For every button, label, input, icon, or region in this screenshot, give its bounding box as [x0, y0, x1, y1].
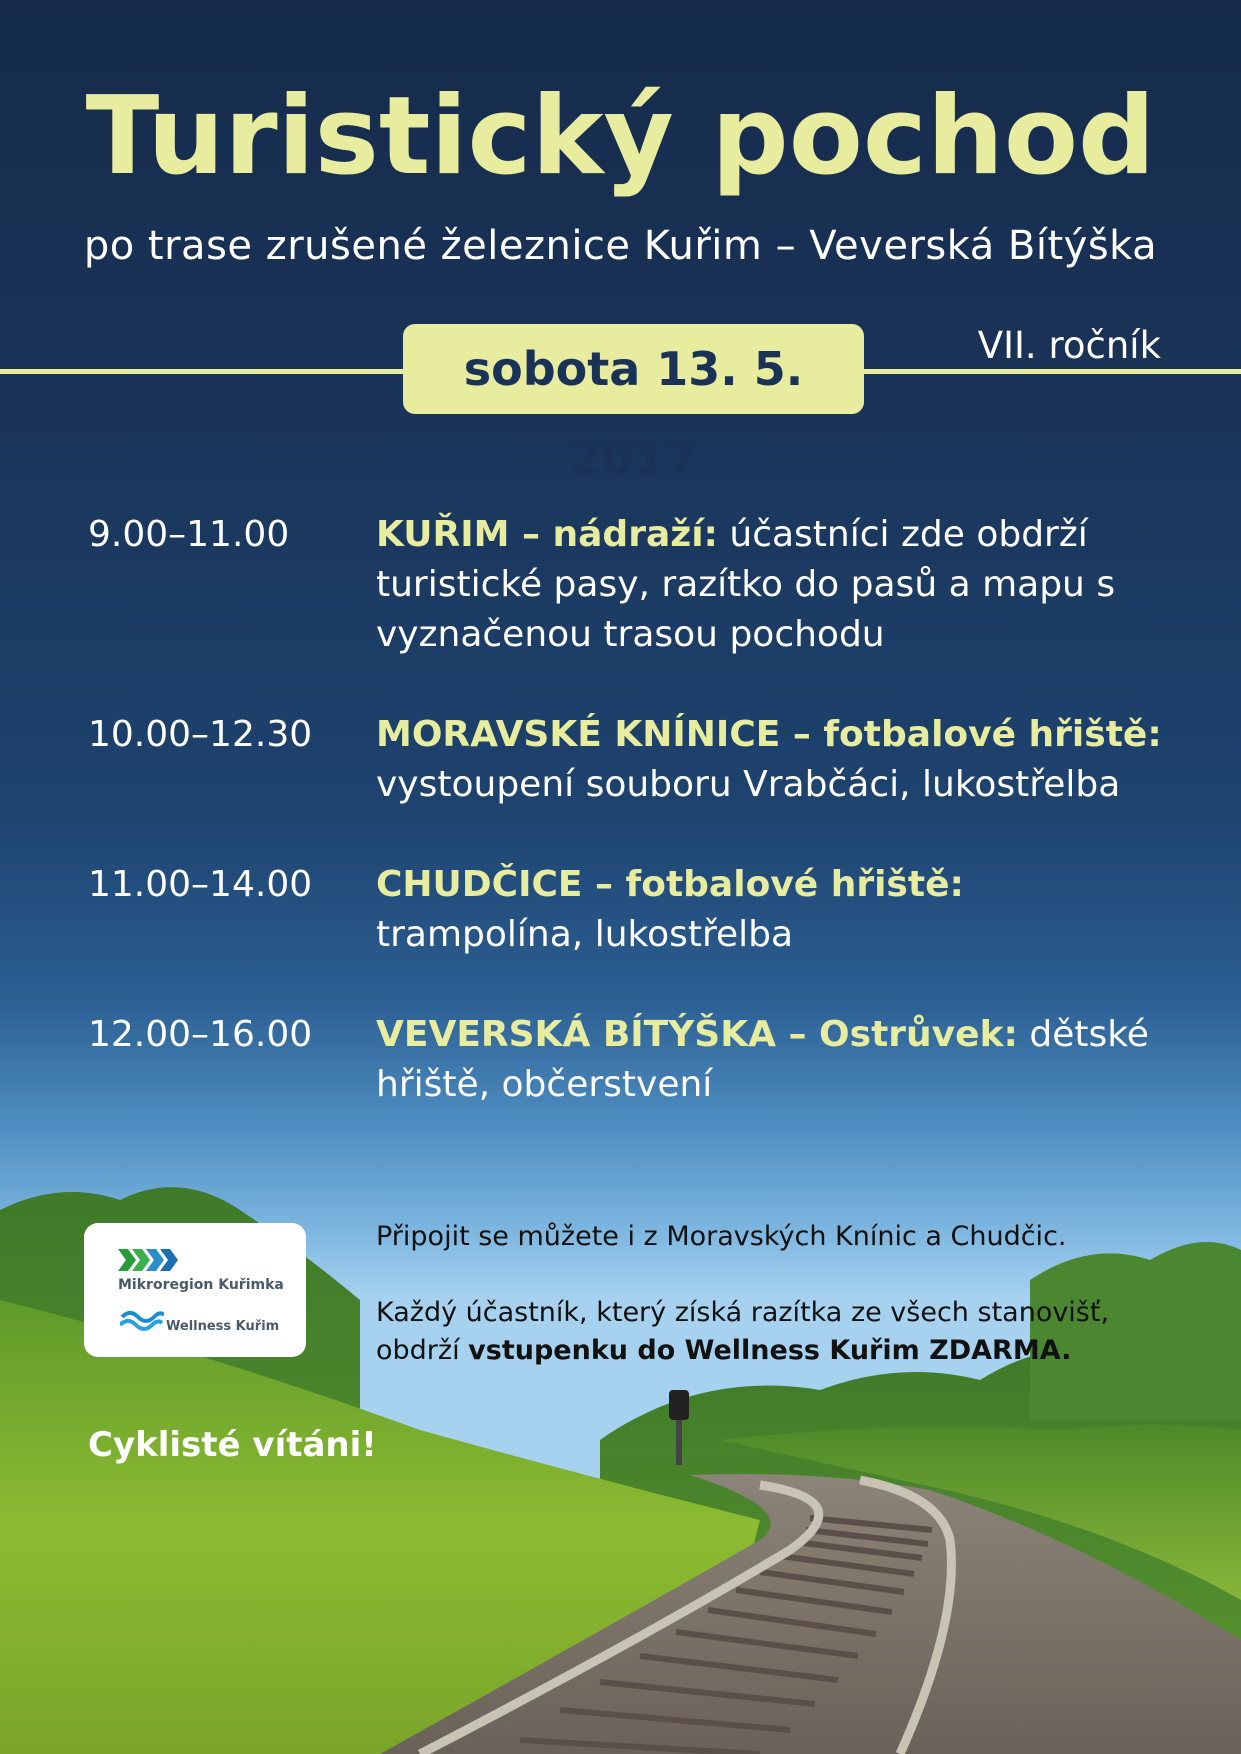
schedule-description [376, 510, 1166, 660]
sponsor-logo-card [84, 1223, 306, 1357]
schedule-place: MORAVSKÉ KNÍNICE – fotbalové hřiště: [376, 714, 1162, 755]
poster-subtitle: po trase zrušené železnice Kuřim – Veverská Bítýška [83, 223, 1158, 269]
schedule-text: účastníci zde obdrží turistické pasy, razítko do pasů a mapu s vyznačenou trasou pochodu [376, 514, 1116, 655]
schedule-time: 12.00–16.00 [88, 1014, 313, 1055]
schedule-place: VEVERSKÁ BÍTÝŠKA – Ostrůvek: [376, 1014, 1018, 1055]
schedule-description [376, 1010, 1166, 1110]
edition-label: VII. ročník [977, 324, 1161, 367]
schedule-place: CHUDČICE – fotbalové hřiště: [376, 864, 964, 905]
schedule-time: 11.00–14.00 [88, 864, 313, 905]
join-note: Připojit se můžete i z Moravských Knínic a Chudčic. [376, 1221, 1067, 1252]
schedule-description [376, 860, 1166, 960]
cyclists-welcome: Cyklisté vítáni! [88, 1425, 377, 1465]
date-badge [403, 324, 864, 486]
schedule-text: dětské hřiště, občerstvení [376, 1014, 1149, 1105]
poster-title: Turistický pochod [85, 74, 1156, 199]
stamps-note [376, 1294, 1176, 1370]
mikroregion-kurimka-logo-icon [118, 1247, 178, 1273]
schedule-text: trampolína, lukostřelba [376, 914, 794, 955]
event-date: sobota 13. 5. 2017 [463, 342, 804, 486]
logo-label: Wellness Kuřim [166, 1319, 280, 1334]
stamps-note-bold: vstupenku do Wellness Kuřim ZDARMA. [468, 1335, 1072, 1366]
stamps-note-text: Každý účastník, který získá razítka ze všech stanovišť, obdrží [376, 1297, 1110, 1366]
schedule-time: 9.00–11.00 [88, 514, 290, 555]
schedule-description [376, 710, 1166, 810]
schedule-text: vystoupení souboru Vrabčáci, lukostřelba [376, 764, 1121, 805]
schedule-time: 10.00–12.30 [88, 714, 313, 755]
logo-label: Mikroregion Kuřimka [118, 1277, 284, 1293]
wellness-kurim-logo-icon [120, 1309, 164, 1333]
schedule-place: KUŘIM – nádraží: [376, 514, 718, 555]
